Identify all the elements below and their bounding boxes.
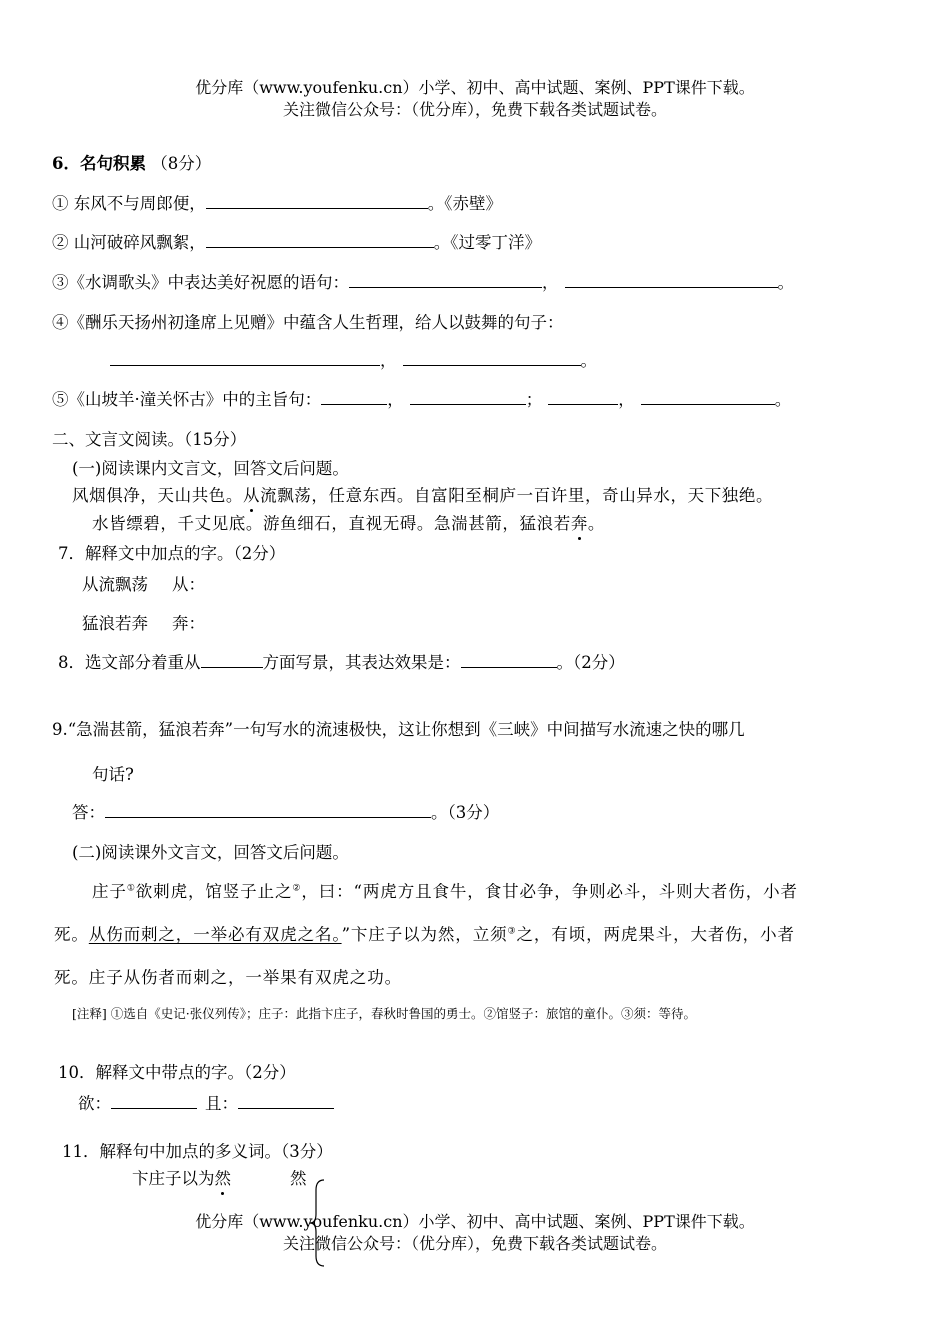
q6-item-5-pre: ⑤《山坡羊·潼关怀古》中的主旨句： bbox=[52, 390, 322, 409]
q6-item-5-sep-2: ； bbox=[525, 390, 543, 409]
note-ref-3: ③ bbox=[507, 926, 517, 937]
q8-mid: 方面写景，其表达效果是： bbox=[262, 653, 461, 672]
dotted-char-ran: 然 bbox=[214, 1169, 231, 1188]
q8-pre: 8．选文部分着重从 bbox=[58, 653, 201, 672]
q6-item-5-blank-4[interactable] bbox=[641, 386, 775, 405]
q6-item-2-pre: ② 山河破碎风飘絮， bbox=[52, 233, 206, 252]
passage-2-line-1 bbox=[92, 878, 798, 902]
q6-item-4-blank-1[interactable] bbox=[110, 347, 380, 366]
q9-answer bbox=[72, 799, 499, 823]
q6-heading bbox=[52, 150, 211, 174]
q6-item-4-post: 。 bbox=[580, 351, 597, 370]
q7-item-b-phrase: 猛浪若奔 bbox=[82, 614, 148, 633]
passage-2-l1-b: 欲刺虎，馆竖子止之 bbox=[135, 882, 293, 901]
q9-answer-post: 。（3分） bbox=[431, 803, 500, 822]
header-line-2: 关注微信公众号：（优分库），免费下载各类试题试卷。 bbox=[282, 100, 667, 119]
note-ref-2: ② bbox=[292, 883, 302, 894]
passage-2-l2-a: 死。 bbox=[54, 925, 89, 944]
q6-item-3-blank-1[interactable] bbox=[349, 269, 542, 288]
q6-item-1-blank[interactable] bbox=[206, 190, 428, 209]
q7-title: 7．解释文中加点的字。（2分） bbox=[58, 544, 286, 563]
footer-line-2: 关注微信公众号：（优分库），免费下载各类试题试卷。 bbox=[282, 1234, 667, 1253]
q9-line-1: 9.“急湍甚箭，猛浪若奔”一句写水的流速极快，这让你想到《三峡》中间描写水流速之快的哪几 bbox=[52, 720, 745, 739]
q6-item-4-mid: ， bbox=[380, 351, 397, 370]
q10-title: 10．解释文中带点的字。（2分） bbox=[58, 1063, 296, 1082]
q8-post: 。（2分） bbox=[556, 653, 625, 672]
q10-a-blank[interactable] bbox=[111, 1090, 197, 1109]
q6-item-1 bbox=[52, 190, 502, 214]
q7-item-b bbox=[82, 610, 205, 634]
q6-item-3-pre: ③《水调歌头》中表达美好祝愿的语句： bbox=[52, 273, 349, 292]
passage-1-line-1-a: 风烟俱净，天山共色。 bbox=[72, 486, 243, 505]
q9-line-2: 句话? bbox=[92, 765, 134, 784]
q8-blank-1[interactable] bbox=[201, 649, 263, 668]
q8-blank-2[interactable] bbox=[461, 649, 557, 668]
section-2-title: 二、文言文阅读。（15分） bbox=[52, 430, 247, 449]
q7-item-a-phrase: 从流飘荡 bbox=[82, 575, 148, 594]
passage-1-line-1-b: 流飘荡，任意东西。自富阳至桐庐一百许里，奇山异水，天下独绝。 bbox=[260, 486, 774, 505]
q6-item-5-sep-3: ， bbox=[618, 390, 635, 409]
passage-1-line-2-b: 。 bbox=[587, 514, 606, 533]
q6-item-3-blank-2[interactable] bbox=[565, 269, 778, 288]
q6-item-1-post: 。《赤壁》 bbox=[427, 194, 502, 213]
q9-answer-blank[interactable] bbox=[105, 799, 431, 818]
passage-1-line-2-a: 水皆缥碧，千丈见底。游鱼细石，直视无碍。急湍甚箭，猛浪若 bbox=[92, 514, 571, 533]
passage-1-line-2 bbox=[92, 510, 605, 534]
q10-answers bbox=[78, 1090, 334, 1114]
passage-2-l1-a: 庄子 bbox=[92, 882, 127, 901]
note-ref-1: ① bbox=[126, 883, 136, 894]
passage-2-line-2 bbox=[54, 921, 795, 945]
part-1-title: (一)阅读课内文言文，回答文后问题。 bbox=[72, 459, 349, 478]
passage-2-l2-b: ”卞庄子以为然，立须 bbox=[341, 925, 508, 944]
passage-2-line-3: 死。庄子从伤者而刺之，一举果有双虎之功。 bbox=[54, 968, 402, 987]
dotted-char-cong: 从 bbox=[243, 486, 261, 505]
q6-item-5-post: 。 bbox=[774, 390, 792, 409]
q6-item-5-sep-1: ， bbox=[387, 390, 404, 409]
q6-item-3-mid: ， bbox=[542, 273, 559, 292]
q8 bbox=[58, 649, 625, 673]
q6-item-2-blank[interactable] bbox=[206, 229, 434, 248]
q6-item-5-blank-3[interactable] bbox=[548, 386, 618, 405]
footer-line-1: 优分库（www.youfenku.cn）小学、初中、高中试题、案例、PPT课件下载。 bbox=[195, 1212, 755, 1231]
q11-sentence-a: 卞庄子以为 bbox=[132, 1169, 215, 1188]
underlined-sentence: 从伤而刺之，一举必有双虎之名。 bbox=[88, 925, 342, 944]
passage-2-l1-c: ，曰：“两虎方且食牛，食甘必争，争则必斗，斗则大者伤，小者 bbox=[301, 882, 798, 901]
q6-item-5-blank-2[interactable] bbox=[410, 386, 526, 405]
q11-word: 然 bbox=[290, 1169, 307, 1188]
annotation-note: [注释] ①选自《史记·张仪列传》；庄子：此指卞庄子，春秋时鲁国的勇士。②馆竖子：旅馆的童仆。③须：等待。 bbox=[72, 1006, 696, 1021]
dotted-char-ben: 奔 bbox=[570, 514, 588, 533]
q6-item-4-blank-2[interactable] bbox=[403, 347, 581, 366]
q6-item-4-answer bbox=[110, 347, 597, 371]
q7-item-a-char: 从： bbox=[172, 575, 205, 594]
q6-item-5 bbox=[52, 386, 791, 410]
part-2-title: (二)阅读课外文言文，回答文后问题。 bbox=[72, 843, 349, 862]
passage-2-l2-c: 之，有顷，两虎果斗，大者伤，小者 bbox=[516, 925, 795, 944]
q6-item-2 bbox=[52, 229, 541, 253]
q6-item-5-blank-1[interactable] bbox=[321, 386, 387, 405]
q10-b-blank[interactable] bbox=[238, 1090, 334, 1109]
q6-item-2-post: 。《过零丁洋》 bbox=[433, 233, 541, 252]
q6-score: （8分） bbox=[151, 154, 212, 173]
q6-item-3 bbox=[52, 269, 794, 293]
q6-item-3-post: 。 bbox=[777, 273, 794, 292]
q7-item-a bbox=[82, 571, 205, 595]
q10-b-label: 且： bbox=[205, 1094, 238, 1113]
passage-1-line-1 bbox=[72, 482, 773, 506]
q6-item-1-pre: ① 东风不与周郎便， bbox=[52, 194, 206, 213]
q7-item-b-char: 奔： bbox=[172, 614, 205, 633]
q9-answer-label: 答： bbox=[72, 803, 105, 822]
q6-title: 6．名句积累 bbox=[52, 154, 146, 173]
header-line-1: 优分库（www.youfenku.cn）小学、初中、高中试题、案例、PPT课件下载。 bbox=[195, 78, 755, 97]
q6-item-4: ④《酬乐天扬州初逢席上见赠》中蕴含人生哲理，给人以鼓舞的句子： bbox=[52, 313, 564, 332]
q10-a-label: 欲： bbox=[78, 1094, 111, 1113]
q11-title: 11．解释句中加点的多义词。（3分） bbox=[62, 1142, 333, 1161]
q11-sentence bbox=[132, 1165, 231, 1189]
